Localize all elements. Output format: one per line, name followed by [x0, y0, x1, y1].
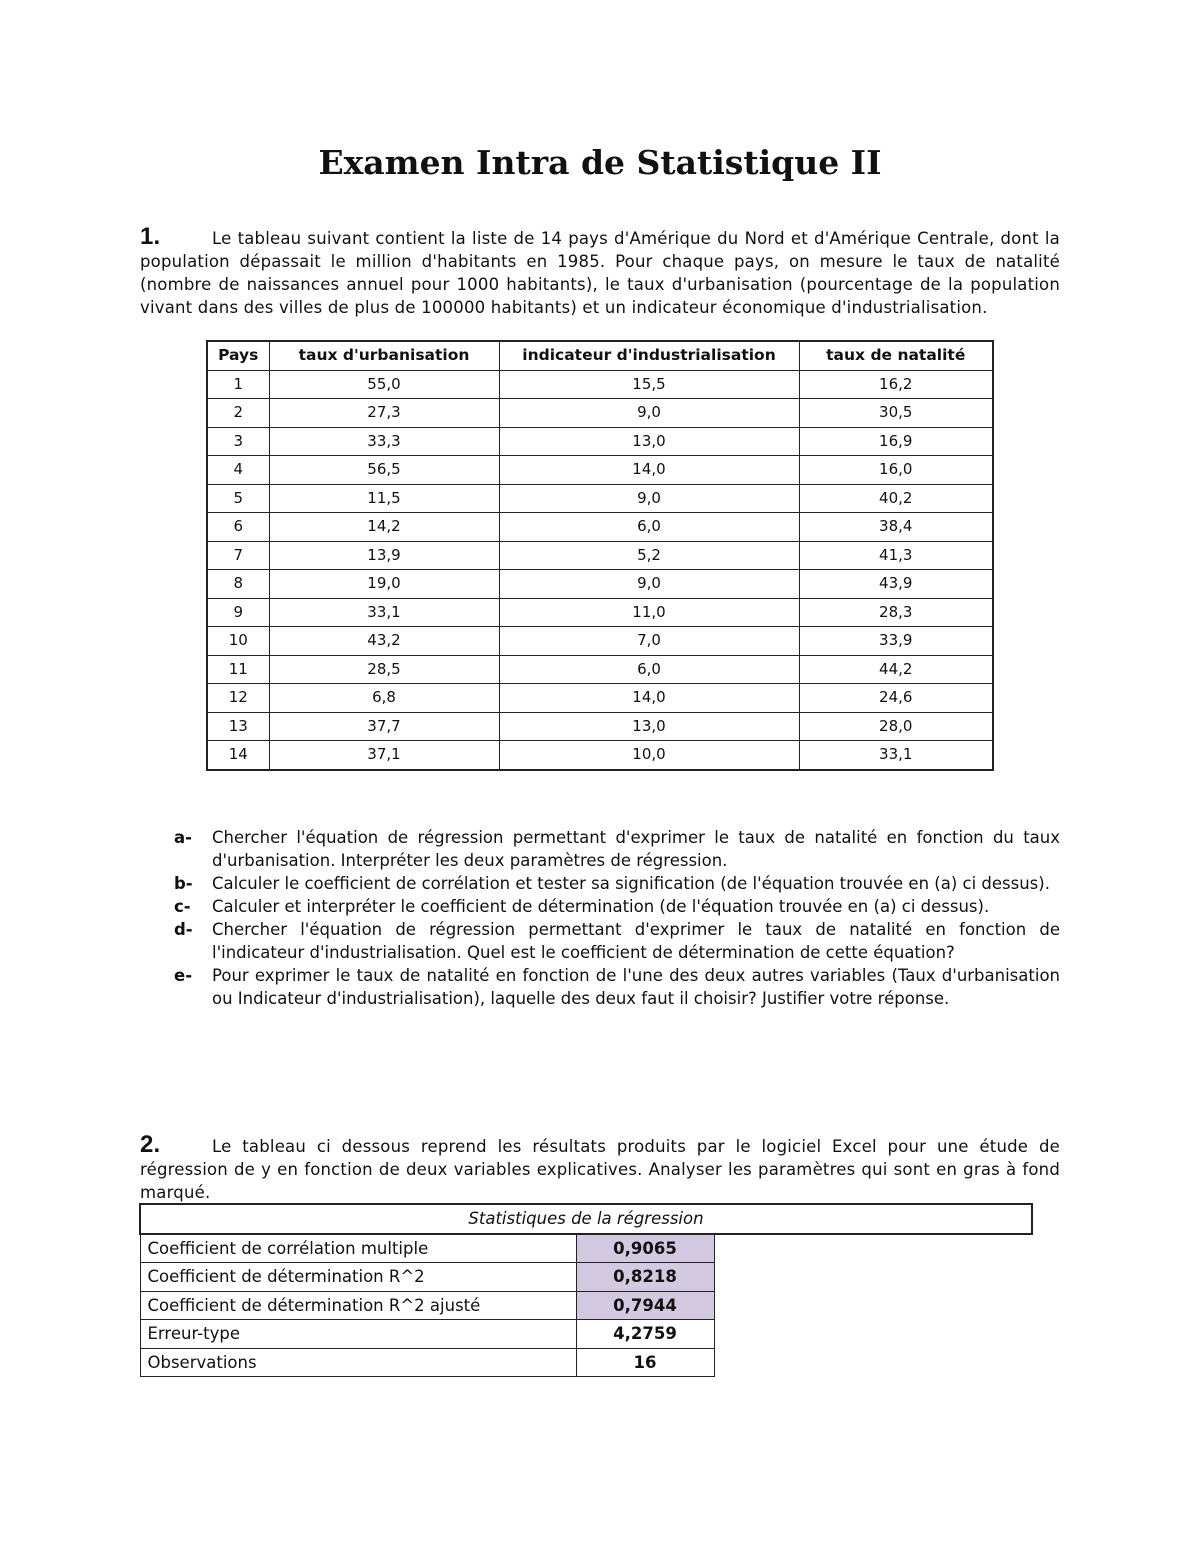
section2-intro	[140, 1133, 1060, 1204]
stats-label: Coefficient de détermination R^2	[140, 1263, 576, 1292]
table-row	[207, 484, 993, 513]
cell-urbanisation: 33,1	[269, 598, 499, 627]
cell-urbanisation: 43,2	[269, 627, 499, 656]
cell-industrialisation: 14,0	[499, 684, 799, 713]
table-row	[207, 655, 993, 684]
question-text: Chercher l'équation de régression permettant d'exprimer le taux de natalité en fonction du taux d'urbanisation. Interpréter les deux paramètres de régression.	[212, 828, 1060, 870]
cell-natalite: 38,4	[799, 513, 993, 542]
cell-pays: 4	[207, 456, 269, 485]
table-row	[207, 399, 993, 428]
cell-pays: 2	[207, 399, 269, 428]
stats-value: 4,2759	[576, 1320, 714, 1349]
cell-industrialisation: 14,0	[499, 456, 799, 485]
table-row	[207, 598, 993, 627]
cell-natalite: 16,9	[799, 427, 993, 456]
stats-value: 0,7944	[576, 1291, 714, 1320]
cell-industrialisation: 9,0	[499, 484, 799, 513]
section1-number: 1.	[140, 223, 161, 250]
cell-pays: 9	[207, 598, 269, 627]
cell-pays: 7	[207, 541, 269, 570]
stats-spacer	[714, 1263, 1032, 1292]
stats-row	[140, 1348, 1032, 1377]
cell-industrialisation: 13,0	[499, 712, 799, 741]
question-text: Chercher l'équation de régression permettant d'exprimer le taux de natalité en fonction de l'indicateur d'industrialisation. Quel est le coefficient de détermination de cette équation?	[212, 920, 1060, 962]
stats-value: 0,9065	[576, 1234, 714, 1263]
cell-natalite: 16,2	[799, 370, 993, 399]
stats-spacer	[714, 1291, 1032, 1320]
table-row	[207, 456, 993, 485]
header-pays: Pays	[207, 341, 269, 370]
table-row	[207, 627, 993, 656]
header-urbanisation: taux d'urbanisation	[269, 341, 499, 370]
stats-label: Observations	[140, 1348, 576, 1377]
section1-intro	[140, 225, 1060, 319]
table-row	[207, 684, 993, 713]
header-natalite: taux de natalité	[799, 341, 993, 370]
cell-pays: 3	[207, 427, 269, 456]
cell-pays: 11	[207, 655, 269, 684]
cell-urbanisation: 33,3	[269, 427, 499, 456]
cell-industrialisation: 10,0	[499, 741, 799, 770]
stats-value: 0,8218	[576, 1263, 714, 1292]
cell-pays: 12	[207, 684, 269, 713]
cell-industrialisation: 5,2	[499, 541, 799, 570]
stats-value: 16	[576, 1348, 714, 1377]
cell-natalite: 28,3	[799, 598, 993, 627]
question-list	[174, 826, 1060, 1010]
cell-urbanisation: 55,0	[269, 370, 499, 399]
cell-pays: 13	[207, 712, 269, 741]
stats-row	[140, 1234, 1032, 1263]
cell-industrialisation: 6,0	[499, 655, 799, 684]
section2-number: 2.	[140, 1131, 161, 1158]
stats-spacer	[714, 1234, 1032, 1263]
cell-natalite: 43,9	[799, 570, 993, 599]
cell-urbanisation: 13,9	[269, 541, 499, 570]
stats-label: Erreur-type	[140, 1320, 576, 1349]
question-text: Calculer le coefficient de corrélation et tester sa signification (de l'équation trouvée en (a) ci dessus).	[212, 874, 1050, 893]
country-data-table	[206, 340, 994, 771]
cell-industrialisation: 13,0	[499, 427, 799, 456]
stats-row	[140, 1263, 1032, 1292]
cell-industrialisation: 11,0	[499, 598, 799, 627]
stats-header: Statistiques de la régression	[140, 1204, 1032, 1234]
cell-urbanisation: 14,2	[269, 513, 499, 542]
cell-industrialisation: 7,0	[499, 627, 799, 656]
stats-spacer	[714, 1320, 1032, 1349]
cell-pays: 14	[207, 741, 269, 770]
page-title: Examen Intra de Statistique II	[318, 143, 882, 182]
table-row	[207, 741, 993, 770]
table-body	[207, 370, 993, 770]
question-item	[174, 918, 1060, 964]
stats-header-row	[140, 1204, 1032, 1234]
cell-industrialisation: 15,5	[499, 370, 799, 399]
section2-text: Le tableau ci dessous reprend les résultats produits par le logiciel Excel pour une étude de régression de y en fonction de deux variables explicatives. Analyser les paramètres qui sont en gras à fond marqué.	[140, 1137, 1060, 1202]
cell-urbanisation: 37,7	[269, 712, 499, 741]
stats-label: Coefficient de corrélation multiple	[140, 1234, 576, 1263]
question-text: Pour exprimer le taux de natalité en fonction de l'une des deux autres variables (Taux d'urbanisation ou Indicateur d'industrialisation), laquelle des deux faut il choisir? Justifier votre réponse.	[212, 966, 1060, 1008]
cell-industrialisation: 6,0	[499, 513, 799, 542]
cell-urbanisation: 56,5	[269, 456, 499, 485]
table-row	[207, 570, 993, 599]
cell-natalite: 30,5	[799, 399, 993, 428]
cell-urbanisation: 37,1	[269, 741, 499, 770]
question-label: b-	[174, 874, 193, 893]
table-row	[207, 370, 993, 399]
stats-row	[140, 1291, 1032, 1320]
cell-industrialisation: 9,0	[499, 399, 799, 428]
cell-natalite: 33,1	[799, 741, 993, 770]
cell-natalite: 44,2	[799, 655, 993, 684]
cell-natalite: 40,2	[799, 484, 993, 513]
table-row	[207, 513, 993, 542]
cell-pays: 5	[207, 484, 269, 513]
section1-text: Le tableau suivant contient la liste de 14 pays d'Amérique du Nord et d'Amérique Centrale, dont la population dépassait le million d'habitants en 1985. Pour chaque pays, on mesure le taux de natalité (nombre de naissances annuel pour 1000 habitants), le taux d'urbanisation (pourcentage de la population vivant dans des villes de plus de 100000 habitants) et un indicateur économique d'industrialisation.	[140, 229, 1060, 317]
cell-natalite: 24,6	[799, 684, 993, 713]
stats-label: Coefficient de détermination R^2 ajusté	[140, 1291, 576, 1320]
question-label: e-	[174, 966, 193, 985]
cell-urbanisation: 11,5	[269, 484, 499, 513]
cell-natalite: 41,3	[799, 541, 993, 570]
cell-pays: 10	[207, 627, 269, 656]
question-item	[174, 872, 1060, 895]
cell-pays: 8	[207, 570, 269, 599]
table-row	[207, 427, 993, 456]
table-header-row	[207, 341, 993, 370]
cell-urbanisation: 19,0	[269, 570, 499, 599]
stats-spacer	[714, 1348, 1032, 1377]
question-label: c-	[174, 897, 191, 916]
question-item	[174, 964, 1060, 1010]
header-industrialisation: indicateur d'industrialisation	[499, 341, 799, 370]
question-item	[174, 895, 1060, 918]
question-label: a-	[174, 828, 192, 847]
cell-urbanisation: 6,8	[269, 684, 499, 713]
question-label: d-	[174, 920, 193, 939]
question-text: Calculer et interpréter le coefficient de détermination (de l'équation trouvée en (a) ci dessus).	[212, 897, 990, 916]
regression-stats-table	[139, 1203, 1033, 1377]
question-item	[174, 826, 1060, 872]
stats-row	[140, 1320, 1032, 1349]
table-row	[207, 712, 993, 741]
cell-pays: 6	[207, 513, 269, 542]
table-row	[207, 541, 993, 570]
cell-natalite: 28,0	[799, 712, 993, 741]
cell-industrialisation: 9,0	[499, 570, 799, 599]
cell-urbanisation: 28,5	[269, 655, 499, 684]
cell-natalite: 16,0	[799, 456, 993, 485]
cell-natalite: 33,9	[799, 627, 993, 656]
cell-pays: 1	[207, 370, 269, 399]
cell-urbanisation: 27,3	[269, 399, 499, 428]
